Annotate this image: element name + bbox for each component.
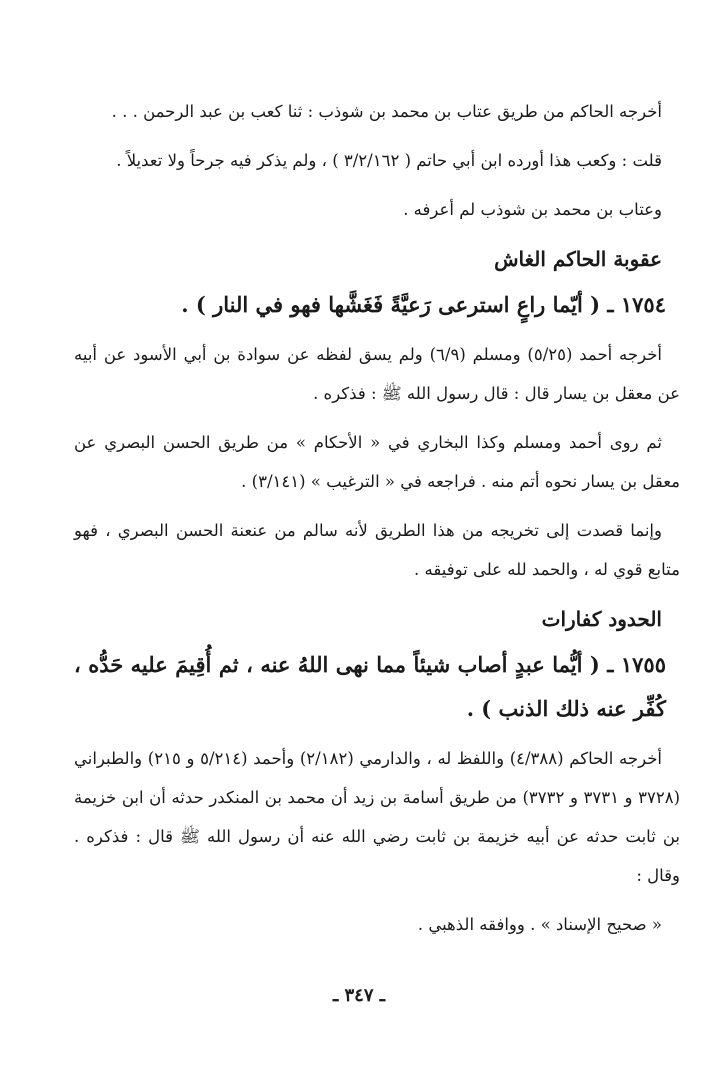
page-number: ـ ٣٤٧ ـ	[332, 985, 386, 1006]
hadith-1755: ١٧٥٥ ـ ( أيُّما عبدٍ أصاب شيئاً مما نهى اللهُ عنه ، ثم أُقِيمَ عليه حَدُّه ، كُفِّر عنه ذلك الذنب ) .	[74, 652, 666, 721]
paragraph-takhrij-1755: أخرجه الحاكم (٤/٣٨٨) واللفظ له ، والدارمي (٢/١٨٢) وأحمد (٥/٢١٤ و ٢١٥) والطبراني (٣٧٢٨ و ٣٧٣١ و ٣٧٣٢) من طريق أسامة بن زيد أن محمد بن المنكدر حدثه أن ابن خزيمة بن ثابت حدثه عن أبيه خزيمة بن ثابت رضي الله عنه أن رسول الله ﷺ قال : فذكره . وقال :	[74, 749, 680, 885]
paragraph-kaab-note: قلت : وكعب هذا أورده ابن أبي حاتم ( ٣/٢/١٦٢ ) ، ولم يذكر فيه جرحاً ولا تعديلاً .	[116, 151, 662, 170]
page-body	[74, 92, 680, 954]
paragraph-purpose-note: وإنما قصدت إلى تخريجه من هذا الطريق لأنه سالم من عنعنة الحسن البصري ، فهو متابع قوي له ، والحمد لله على توفيقه .	[74, 521, 680, 579]
paragraph-ahmad-muslim: أخرجه أحمد (٥/٢٥) ومسلم (٦/٩) ولم يسق لفظه عن سوادة بن أبي الأسود عن أبيه عن معقل بن يسار قال : قال رسول الله ﷺ : فذكره .	[74, 345, 680, 403]
paragraph-grading: « صحيح الإسناد » . ووافقه الذهبي .	[417, 915, 662, 934]
paragraph-attab-note: وعتاب بن محمد بن شوذب لم أعرفه .	[403, 200, 662, 219]
hadith-1754: ١٧٥٤ ـ ( أيّما راعٍ استرعى رَعيَّةً فَغَشَّها فهو في النار ) .	[181, 292, 666, 317]
section-title-ruler-punishment: عقوبة الحاكم الغاش	[494, 247, 662, 271]
section-title-hudud-expiation: الحدود كفارات	[541, 607, 662, 631]
paragraph-bukhari-note: ثم روى أحمد ومسلم وكذا البخاري في « الأحكام » من طريق الحسن البصري عن معقل بن يسار نحوه أتم منه . فراجعه في « الترغيب » (٣/١٤١) .	[74, 433, 680, 491]
paragraph-hakim-isnad: أخرجه الحاكم من طريق عتاب بن محمد بن شوذب : ثنا كعب بن عبد الرحمن . . .	[111, 102, 662, 121]
